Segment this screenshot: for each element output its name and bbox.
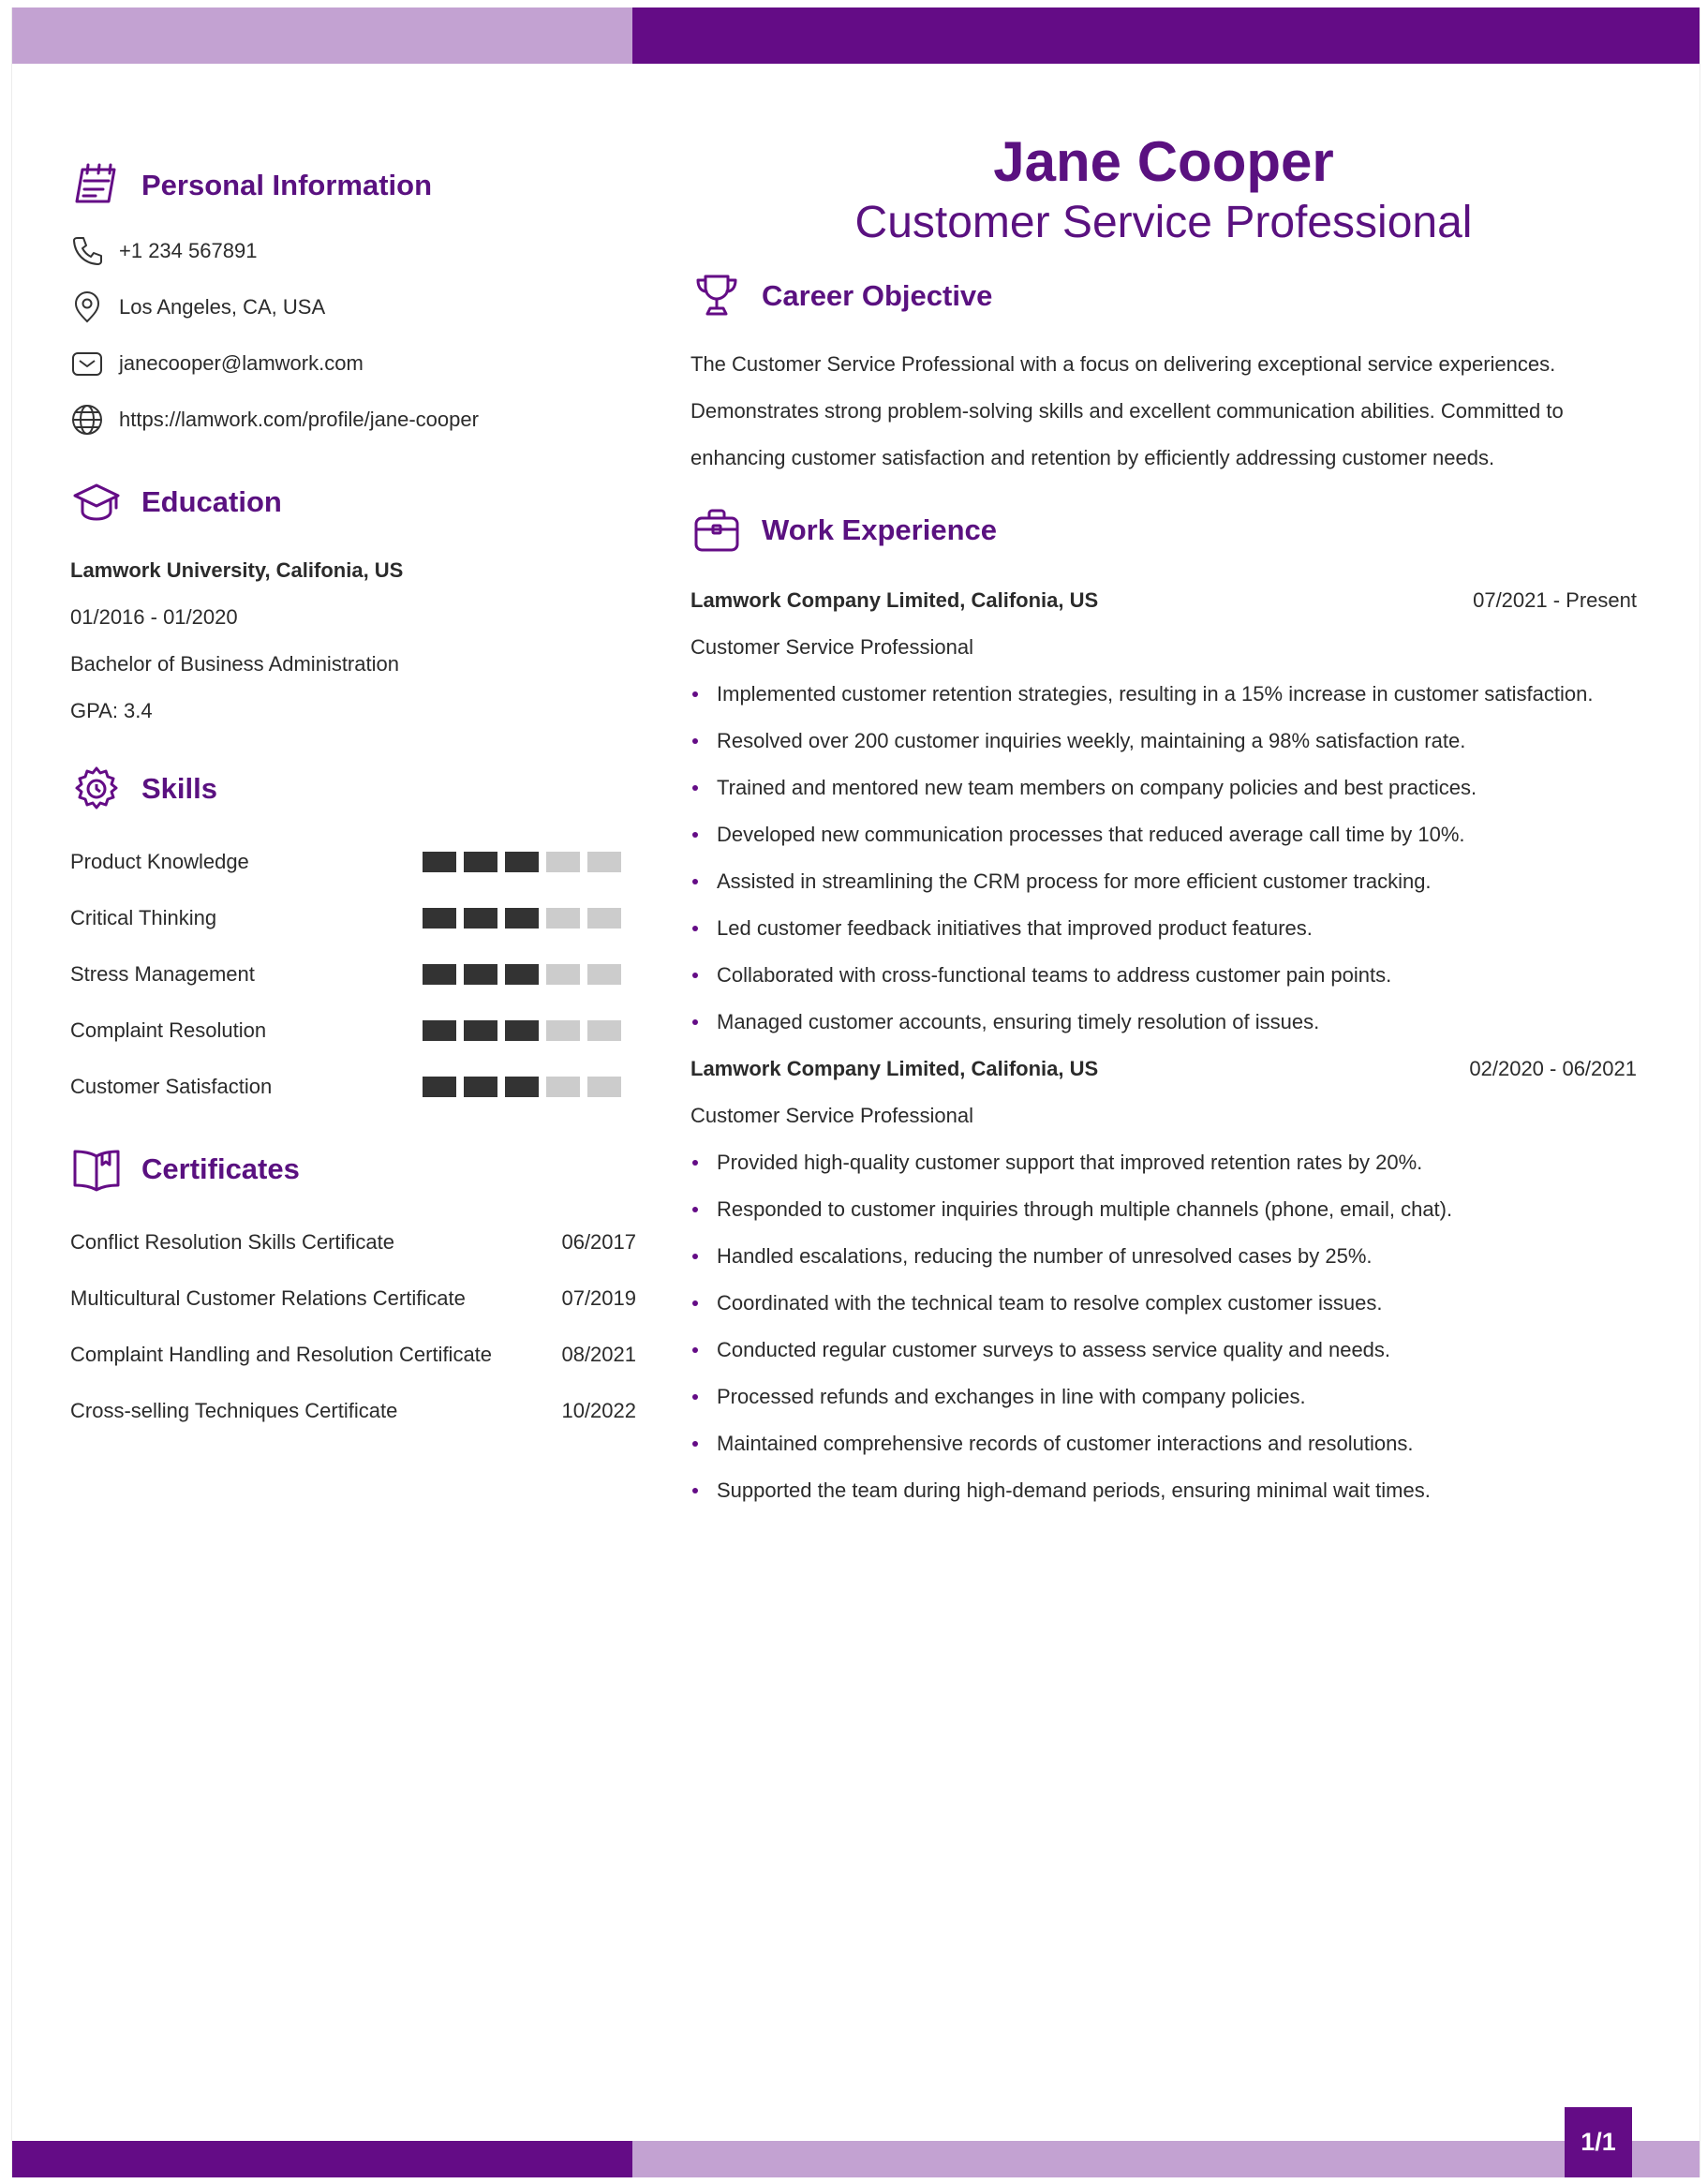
certificate-date: 06/2017 <box>561 1230 636 1254</box>
website-text: https://lamwork.com/profile/jane-cooper <box>119 408 479 431</box>
job-bullets <box>690 671 1637 1046</box>
gear-icon <box>70 763 123 815</box>
job-bullet: Supported the team during high-demand periods, ensuring minimal wait times. <box>690 1467 1637 1514</box>
top-band-light <box>12 7 632 64</box>
certificate-date: 10/2022 <box>561 1399 636 1422</box>
jobs-list <box>690 577 1637 1514</box>
skill-level-segment <box>505 1020 539 1041</box>
skill-name: Product Knowledge <box>70 850 249 873</box>
skill-level-segment <box>464 852 497 872</box>
job-bullet: Managed customer accounts, ensuring timely resolution of issues. <box>690 999 1637 1046</box>
certificates-list <box>70 1214 638 1439</box>
certificate-name: Conflict Resolution Skills Certificate <box>70 1230 395 1254</box>
skill-level-segment <box>546 964 580 985</box>
job-header <box>690 1046 1637 1092</box>
education-school: Lamwork University, Califonia, US <box>70 558 404 582</box>
job-dates: 02/2020 - 06/2021 <box>1469 1057 1637 1080</box>
skill-level-segment <box>587 908 621 929</box>
skill-level-segment <box>505 964 539 985</box>
skill-level-segment <box>546 1077 580 1097</box>
skill-row <box>70 1059 638 1115</box>
job-company: Lamwork Company Limited, Califonia, US <box>690 588 1099 612</box>
certificate-row <box>70 1383 636 1439</box>
skills-title: Skills <box>141 772 217 805</box>
skill-level-segment <box>464 1020 497 1041</box>
job-position: Customer Service Professional <box>690 635 974 659</box>
skills-list <box>70 834 638 1115</box>
objective-line: enhancing customer satisfaction and retention by efficiently addressing customer needs. <box>690 446 1495 469</box>
job-bullets <box>690 1139 1637 1514</box>
job-bullet: Processed refunds and exchanges in line with company policies. <box>690 1374 1637 1420</box>
skill-level-meter <box>423 852 621 872</box>
skill-level-segment <box>464 964 497 985</box>
phone-text: +1 234 567891 <box>119 239 258 262</box>
certificate-date: 07/2019 <box>561 1286 636 1310</box>
certificate-name: Cross-selling Techniques Certificate <box>70 1399 398 1422</box>
certificates-header <box>70 1141 638 1197</box>
job-bullet: Provided high-quality customer support that improved retention rates by 20%. <box>690 1139 1637 1186</box>
right-column <box>690 129 1637 1514</box>
skill-level-segment <box>587 1077 621 1097</box>
skill-level-segment <box>546 852 580 872</box>
skill-level-segment <box>423 1077 456 1097</box>
candidate-name: Jane Cooper <box>993 130 1334 193</box>
education-dates: 01/2016 - 01/2020 <box>70 605 238 629</box>
mail-icon <box>70 347 104 380</box>
top-band-dark <box>632 7 1700 64</box>
personal-info-header <box>70 157 638 214</box>
skill-name: Stress Management <box>70 962 255 986</box>
certificate-name: Multicultural Customer Relations Certificate <box>70 1286 466 1310</box>
certificate-row <box>70 1327 636 1383</box>
certificate-name: Complaint Handling and Resolution Certificate <box>70 1343 493 1366</box>
skill-level-segment <box>505 908 539 929</box>
candidate-role: Customer Service Professional <box>854 198 1473 247</box>
skill-level-segment <box>423 1020 456 1041</box>
education-degree: Bachelor of Business Administration <box>70 652 399 676</box>
skill-level-segment <box>423 852 456 872</box>
job-dates: 07/2021 - Present <box>1473 588 1637 612</box>
job-bullet: Developed new communication processes that reduced average call time by 10%. <box>690 811 1637 858</box>
education-title: Education <box>141 485 282 518</box>
certificate-row <box>70 1270 636 1327</box>
job-bullet: Resolved over 200 customer inquiries weekly, maintaining a 98% satisfaction rate. <box>690 718 1637 765</box>
location-pin-icon <box>70 290 104 324</box>
job-company: Lamwork Company Limited, Califonia, US <box>690 1057 1099 1080</box>
skill-level-segment <box>587 964 621 985</box>
page-number: 1/1 <box>1565 2107 1632 2177</box>
job-bullet: Handled escalations, reducing the number of unresolved cases by 25%. <box>690 1233 1637 1280</box>
contact-phone <box>70 223 638 279</box>
experience-title: Work Experience <box>762 513 997 546</box>
education-gpa: GPA: 3.4 <box>70 699 153 722</box>
resume-page <box>11 7 1700 2177</box>
job-bullet: Implemented customer retention strategies, resulting in a 15% increase in customer satisfaction. <box>690 671 1637 718</box>
skill-level-segment <box>464 1077 497 1097</box>
objective-text <box>690 341 1637 482</box>
skill-level-meter <box>423 964 621 985</box>
job-bullet: Responded to customer inquiries through multiple channels (phone, email, chat). <box>690 1186 1637 1233</box>
skill-level-segment <box>546 908 580 929</box>
skills-header <box>70 761 638 817</box>
skill-name: Critical Thinking <box>70 906 217 929</box>
skill-level-segment <box>505 852 539 872</box>
job-bullet: Conducted regular customer surveys to assess service quality and needs. <box>690 1327 1637 1374</box>
contact-website <box>70 392 638 448</box>
skill-level-segment <box>423 908 456 929</box>
book-icon <box>70 1143 123 1196</box>
skill-name: Customer Satisfaction <box>70 1075 273 1098</box>
job-position: Customer Service Professional <box>690 1104 974 1127</box>
skill-row <box>70 834 638 890</box>
skill-level-segment <box>505 1077 539 1097</box>
calendar-note-icon <box>70 159 123 212</box>
graduation-cap-icon <box>70 476 123 528</box>
phone-icon <box>70 234 104 268</box>
skill-level-segment <box>546 1020 580 1041</box>
certificate-row <box>70 1214 636 1270</box>
personal-info-title: Personal Information <box>141 169 433 201</box>
skill-row <box>70 890 638 946</box>
email-text: janecooper@lamwork.com <box>119 351 364 375</box>
skill-level-segment <box>423 964 456 985</box>
objective-header <box>690 268 1637 324</box>
globe-icon <box>70 403 104 437</box>
job-bullet: Coordinated with the technical team to resolve complex customer issues. <box>690 1280 1637 1327</box>
skill-level-meter <box>423 1077 621 1097</box>
certificate-date: 08/2021 <box>561 1343 636 1366</box>
objective-line: Demonstrates strong problem-solving skills and excellent communication abilities. Committed to <box>690 399 1564 423</box>
job-entry <box>690 577 1637 1046</box>
job-header <box>690 577 1637 624</box>
left-column <box>70 157 638 1439</box>
skill-level-segment <box>464 908 497 929</box>
skill-level-meter <box>423 908 621 929</box>
trophy-icon <box>690 270 743 322</box>
job-entry <box>690 1046 1637 1514</box>
contact-location <box>70 279 638 335</box>
skill-level-segment <box>587 1020 621 1041</box>
skill-level-segment <box>587 852 621 872</box>
objective-title: Career Objective <box>762 279 993 312</box>
education-header <box>70 474 638 530</box>
job-bullet: Collaborated with cross-functional teams to address customer pain points. <box>690 952 1637 999</box>
experience-header <box>690 502 1637 558</box>
certificates-title: Certificates <box>141 1152 300 1185</box>
job-bullet: Assisted in streamlining the CRM process for more efficient customer tracking. <box>690 858 1637 905</box>
bottom-band-light <box>632 2141 1700 2177</box>
skill-row <box>70 946 638 1003</box>
skill-name: Complaint Resolution <box>70 1018 267 1042</box>
skill-row <box>70 1003 638 1059</box>
job-bullet: Led customer feedback initiatives that improved product features. <box>690 905 1637 952</box>
bottom-band-dark <box>12 2141 632 2177</box>
skill-level-meter <box>423 1020 621 1041</box>
briefcase-icon <box>690 504 743 557</box>
objective-line: The Customer Service Professional with a focus on delivering exceptional service experiences. <box>690 352 1556 376</box>
location-text: Los Angeles, CA, USA <box>119 295 326 319</box>
job-bullet: Maintained comprehensive records of customer interactions and resolutions. <box>690 1420 1637 1467</box>
contact-email <box>70 335 638 392</box>
job-bullet: Trained and mentored new team members on company policies and best practices. <box>690 765 1637 811</box>
